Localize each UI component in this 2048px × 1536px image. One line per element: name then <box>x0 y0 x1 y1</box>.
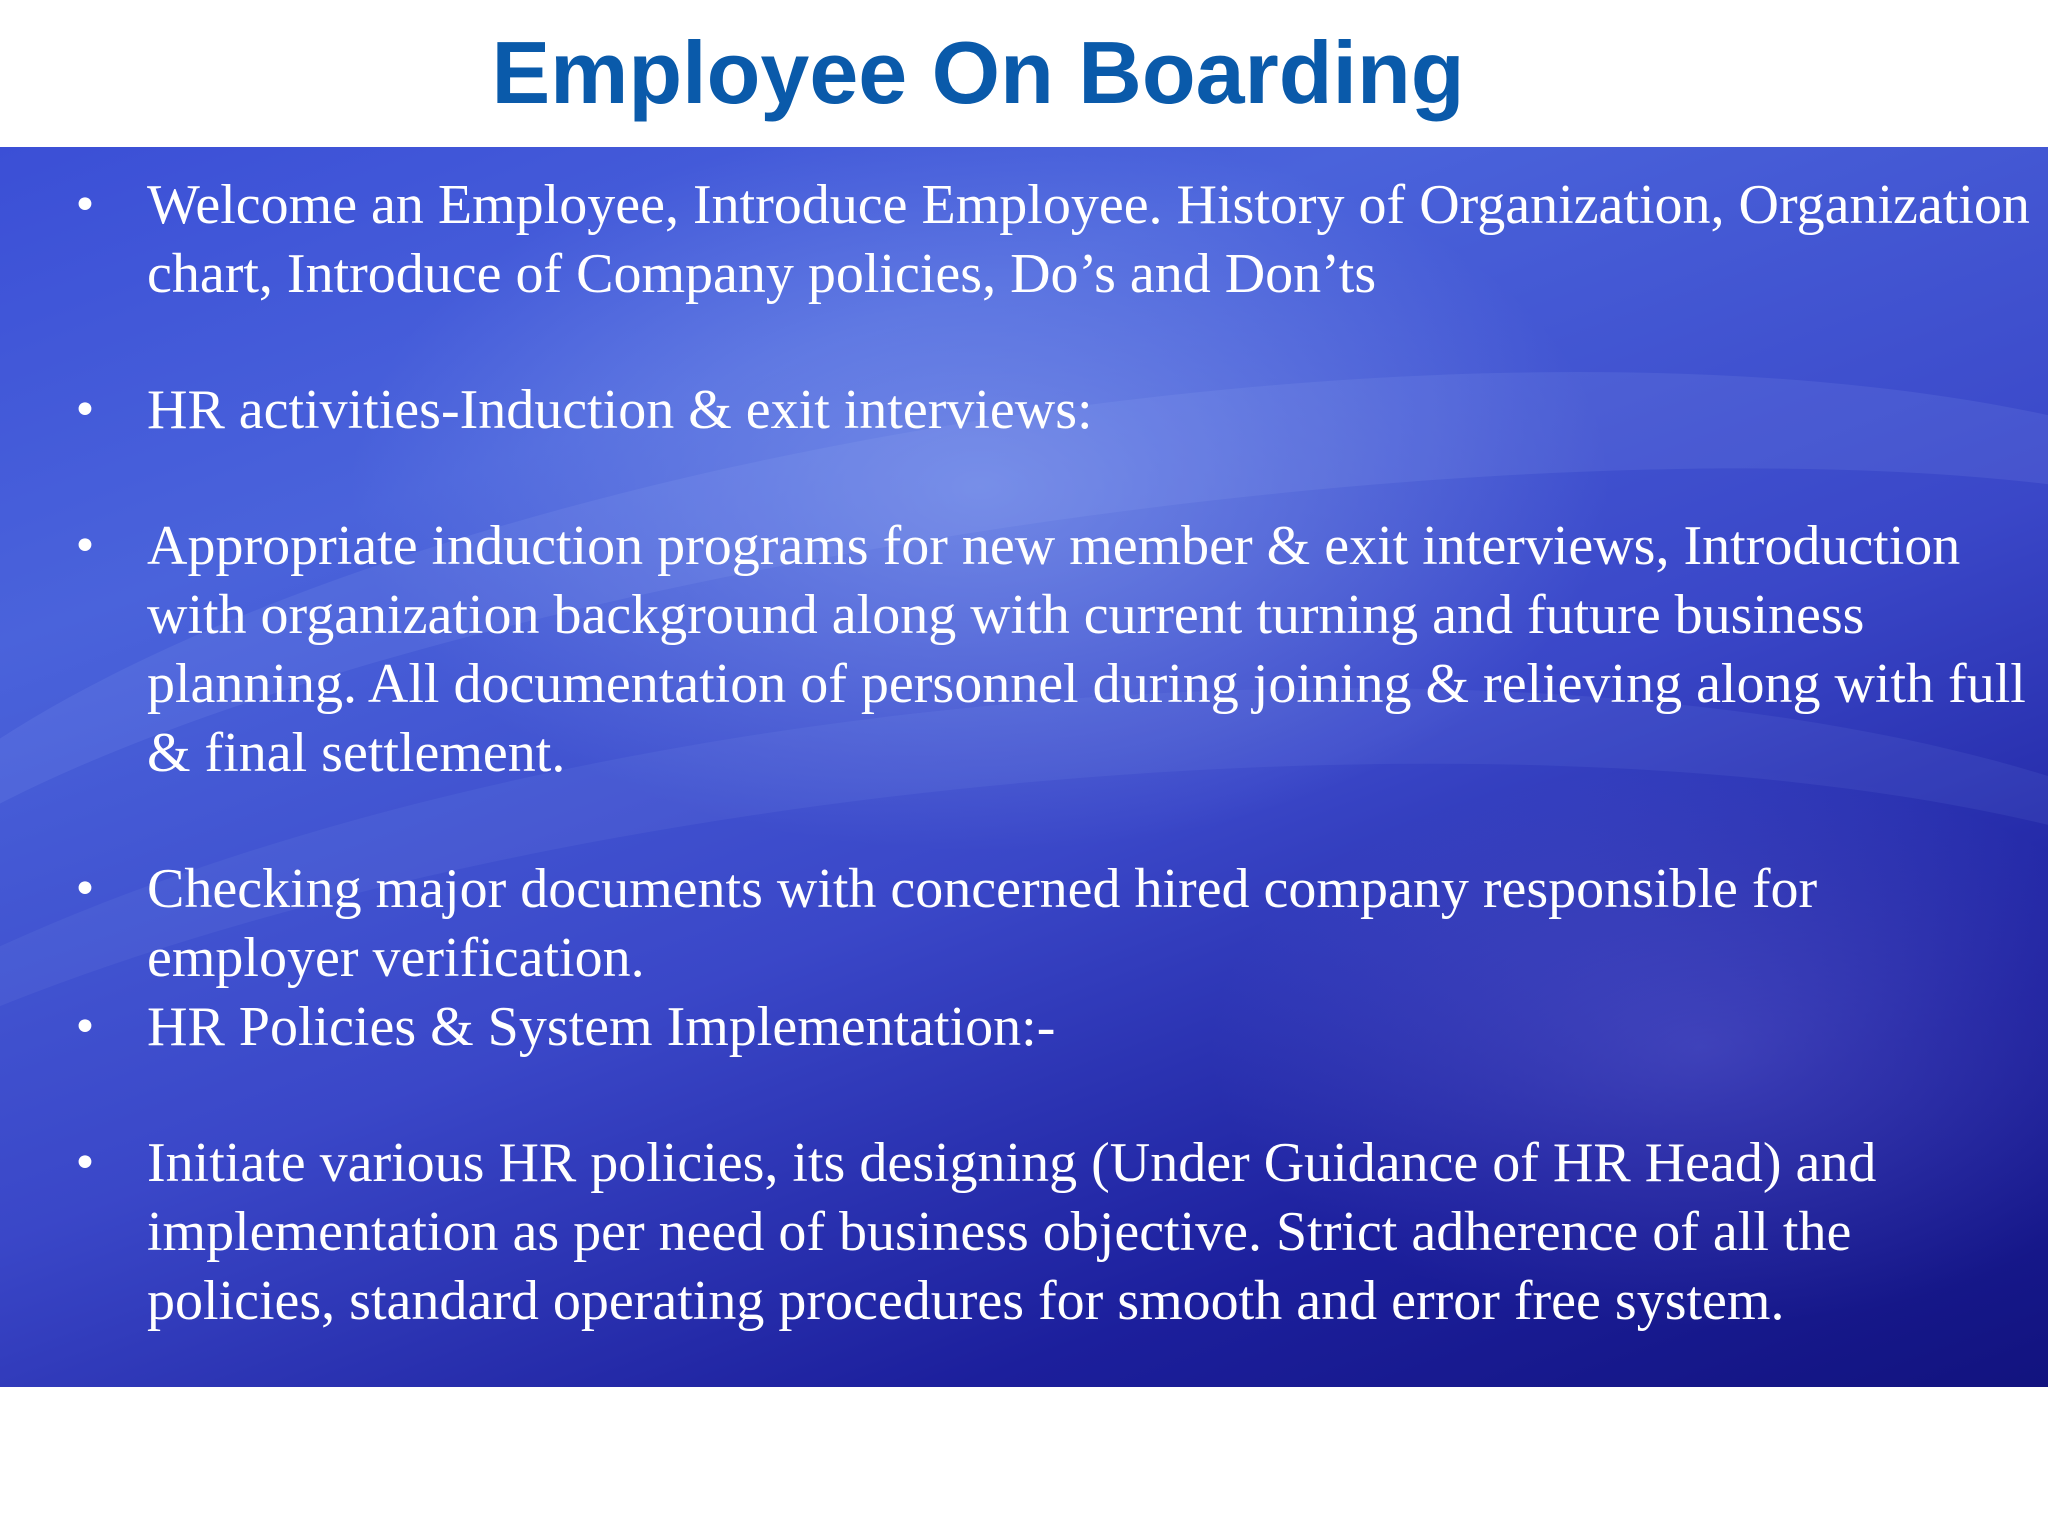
bullet-item-4 <box>0 855 2040 993</box>
bullet-item-6 <box>0 1129 2040 1336</box>
bullet-text: HR Policies & System Implementation:- <box>147 996 1056 1058</box>
bullet-text: Welcome an Employee, Introduce Employee. History of Organization, Organization chart, Introduce of Company policies, Do’s and Don’ts <box>147 174 2030 305</box>
bullet-list <box>0 171 2040 1336</box>
bullet-item-3 <box>0 512 2040 788</box>
bullet-dot-icon: • <box>72 521 98 572</box>
bullet-text: Initiate various HR policies, its designing (Under Guidance of HR Head) and implementation as per need of business objective. Strict adherence of all the policies, standard operating procedures for smooth and error free system. <box>147 1132 1877 1332</box>
slide-title: Employee On Boarding <box>491 23 1465 122</box>
bullet-dot-icon: • <box>72 180 98 231</box>
bullet-dot-icon: • <box>72 864 98 915</box>
bullet-text: Appropriate induction programs for new member & exit interviews, Introduction with organization background along with current turning and future business planning. All documentation of personnel during joining & relieving along with full & final settlement. <box>147 515 2026 784</box>
bullet-text: Checking major documents with concerned hired company responsible for employer verification. <box>147 858 1818 989</box>
bullet-item-2 <box>0 376 2040 445</box>
bullet-text: HR activities-Induction & exit interviews: <box>147 379 1093 441</box>
bullet-dot-icon: • <box>72 1138 98 1189</box>
bullet-item-5 <box>0 993 2040 1062</box>
content-panel <box>0 147 2048 1387</box>
bullet-dot-icon: • <box>72 385 98 436</box>
bullet-dot-icon: • <box>72 1002 98 1053</box>
bullet-item-1 <box>0 171 2040 309</box>
